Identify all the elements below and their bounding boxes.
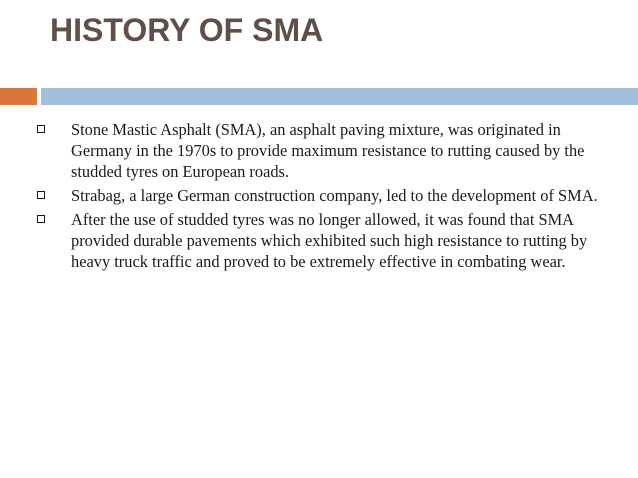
bullet-text: After the use of studded tyres was no longer allowed, it was found that SMA provided durable pavements which exhibited such high resistance to rutting by heavy truck traffic and proved to be extremely effective in combating wear.: [71, 210, 588, 271]
title-rule-blue: [41, 88, 638, 105]
bullet-text: Strabag, a large German construction company, led to the development of SMA.: [71, 186, 598, 205]
square-bullet-icon: [37, 191, 45, 199]
bullet-text: Stone Mastic Asphalt (SMA), an asphalt paving mixture, was originated in Germany in the 1970s to provide maximum resistance to rutting caused by the studded tyres on European roads.: [71, 120, 585, 181]
square-bullet-icon: [37, 215, 45, 223]
title-rule-orange: [0, 88, 37, 105]
square-bullet-icon: [37, 125, 45, 133]
slide-title: HISTORY OF SMA: [50, 12, 324, 48]
bullet-item: [30, 209, 610, 272]
bullet-item: [30, 185, 610, 206]
bullet-item: [30, 119, 610, 182]
bullet-list: [30, 119, 610, 275]
